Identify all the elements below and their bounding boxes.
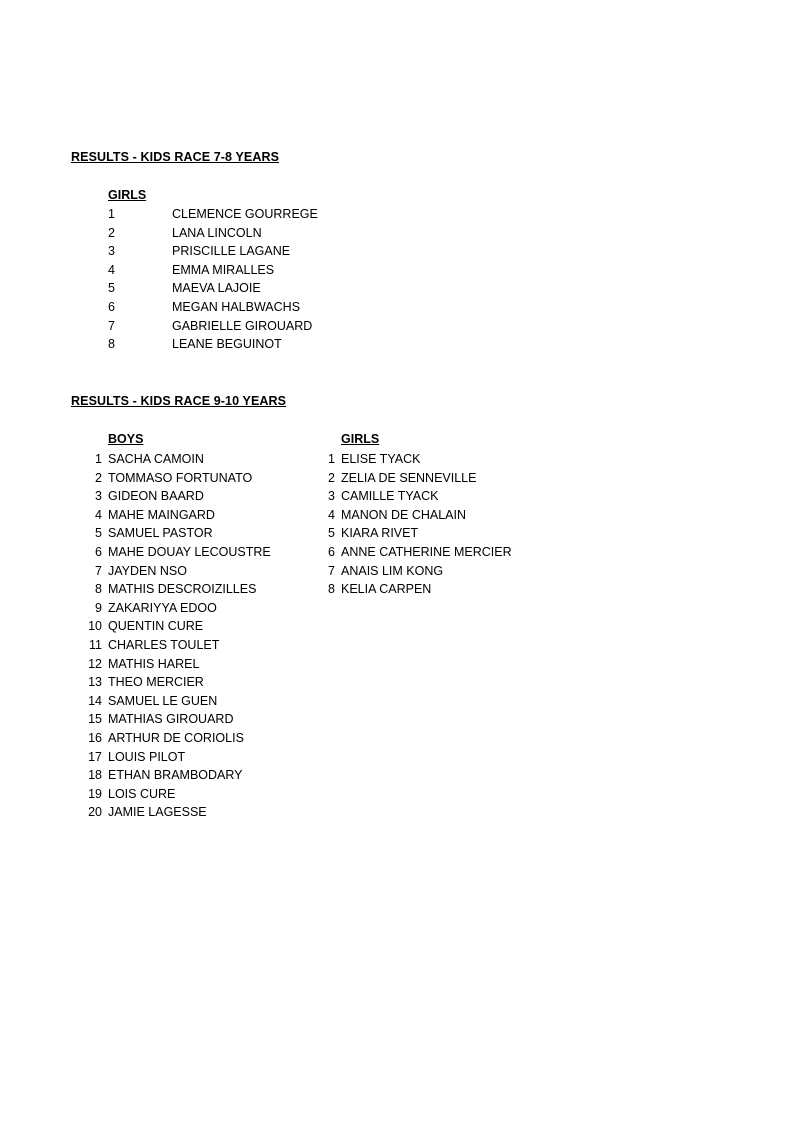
- result-row: [315, 450, 512, 469]
- result-rank: 7: [328, 563, 335, 578]
- result-name: ANAIS LIM KONG: [341, 563, 444, 578]
- result-row: [315, 543, 512, 562]
- result-rank: 13: [88, 675, 102, 690]
- result-name: MAHE MAINGARD: [108, 507, 215, 522]
- result-name: MANON DE CHALAIN: [341, 507, 467, 522]
- result-row: [82, 673, 271, 692]
- result-rank: 14: [88, 693, 102, 708]
- result-row: [82, 710, 271, 729]
- result-row: [82, 785, 271, 804]
- result-name: ELISE TYACK: [341, 452, 421, 466]
- result-rank: 20: [88, 805, 102, 820]
- result-rank: 9: [95, 600, 102, 615]
- result-row: [82, 803, 271, 822]
- result-rank: 4: [328, 507, 335, 522]
- result-rank: 5: [328, 526, 335, 541]
- result-row: [108, 261, 318, 280]
- result-row: [108, 335, 318, 354]
- result-name: JAMIE LAGESSE: [108, 805, 207, 820]
- result-name: ZELIA DE SENNEVILLE: [341, 470, 477, 485]
- result-rank: 3: [95, 489, 102, 504]
- result-row: [315, 469, 512, 488]
- result-name: MAEVA LAJOIE: [172, 281, 261, 296]
- result-rank: 2: [108, 225, 115, 240]
- result-name: GABRIELLE GIROUARD: [172, 318, 313, 333]
- result-row: [315, 562, 512, 581]
- result-rank: 5: [95, 526, 102, 541]
- result-rank: 17: [88, 749, 102, 764]
- result-name: MATHIAS GIROUARD: [108, 712, 234, 727]
- result-rank: 7: [108, 318, 115, 333]
- result-rank: 1: [108, 207, 115, 221]
- result-name: PRISCILLE LAGANE: [172, 244, 291, 259]
- result-row: [315, 506, 512, 525]
- girls-results-9-10: [315, 450, 512, 599]
- result-name: SACHA CAMOIN: [108, 452, 204, 466]
- result-row: [82, 506, 271, 525]
- section-title-kids-race-9-10: RESULTS - KIDS RACE 9-10 YEARS: [71, 394, 287, 408]
- result-name: TOMMASO FORTUNATO: [108, 470, 253, 485]
- result-rank: 6: [95, 544, 102, 559]
- result-rank: 19: [88, 786, 102, 801]
- result-rank: 7: [95, 563, 102, 578]
- result-name: CAMILLE TYACK: [341, 489, 439, 504]
- result-row: [82, 729, 271, 748]
- result-row: [82, 450, 271, 469]
- result-row: [108, 224, 318, 243]
- result-name: ETHAN BRAMBODARY: [108, 768, 243, 783]
- result-rank: 10: [88, 619, 102, 634]
- result-name: ARTHUR DE CORIOLIS: [108, 730, 244, 745]
- result-rank: 8: [95, 582, 102, 597]
- result-rank: 4: [108, 262, 115, 277]
- result-rank: 15: [88, 712, 102, 727]
- result-row: [108, 242, 318, 261]
- result-row: [315, 487, 512, 506]
- result-name: SAMUEL PASTOR: [108, 526, 213, 541]
- result-rank: 6: [108, 299, 115, 314]
- result-name: LOIS CURE: [108, 786, 176, 801]
- result-name: MATHIS DESCROIZILLES: [108, 582, 257, 597]
- result-row: [82, 562, 271, 581]
- result-name: GIDEON BAARD: [108, 489, 204, 504]
- result-row: [82, 766, 271, 785]
- result-row: [82, 599, 271, 618]
- result-name: LOUIS PILOT: [108, 749, 186, 764]
- result-rank: 1: [328, 452, 335, 466]
- boys-results-9-10: [82, 450, 271, 822]
- result-name: QUENTIN CURE: [108, 619, 204, 634]
- result-row: [108, 279, 318, 298]
- result-row: [82, 748, 271, 767]
- result-row: [108, 317, 318, 336]
- result-rank: 2: [328, 470, 335, 485]
- result-rank: 1: [95, 452, 102, 466]
- result-row: [82, 487, 271, 506]
- girls-results-7-8: [108, 205, 318, 354]
- result-name: CLEMENCE GOURREGE: [172, 207, 318, 221]
- result-rank: 4: [95, 507, 102, 522]
- result-rank: 18: [88, 768, 102, 783]
- result-row: [82, 524, 271, 543]
- result-row: [82, 655, 271, 674]
- girls-heading-7-8: GIRLS: [108, 188, 147, 202]
- result-name: MAHE DOUAY LECOUSTRE: [108, 544, 271, 559]
- result-name: ANNE CATHERINE MERCIER: [341, 544, 512, 559]
- result-name: SAMUEL LE GUEN: [108, 693, 218, 708]
- result-rank: 3: [328, 489, 335, 504]
- result-row: [82, 636, 271, 655]
- result-row: [82, 617, 271, 636]
- result-rank: 8: [328, 582, 335, 597]
- result-rank: 6: [328, 544, 335, 559]
- result-rank: 3: [108, 244, 115, 259]
- result-row: [82, 580, 271, 599]
- boys-heading-9-10: BOYS: [108, 432, 144, 446]
- result-name: JAYDEN NSO: [108, 563, 187, 578]
- result-row: [82, 543, 271, 562]
- result-name: CHARLES TOULET: [108, 637, 220, 652]
- section-title-kids-race-7-8: RESULTS - KIDS RACE 7-8 YEARS: [71, 150, 280, 164]
- result-rank: 16: [88, 730, 102, 745]
- result-row: [82, 692, 271, 711]
- result-rank: 8: [108, 337, 115, 352]
- girls-heading-9-10: GIRLS: [341, 432, 380, 446]
- result-row: [315, 580, 512, 599]
- result-rank: 2: [95, 470, 102, 485]
- result-name: MATHIS HAREL: [108, 656, 200, 671]
- result-name: KIARA RIVET: [341, 526, 419, 541]
- result-name: EMMA MIRALLES: [172, 262, 275, 277]
- result-rank: 5: [108, 281, 115, 296]
- result-name: THEO MERCIER: [108, 675, 204, 690]
- result-row: [315, 524, 512, 543]
- result-row: [108, 298, 318, 317]
- result-name: KELIA CARPEN: [341, 582, 432, 597]
- result-name: ZAKARIYYA EDOO: [108, 600, 217, 615]
- result-name: LANA LINCOLN: [172, 225, 262, 240]
- result-rank: 11: [89, 637, 102, 652]
- result-name: LEANE BEGUINOT: [172, 337, 282, 352]
- result-rank: 12: [88, 656, 102, 671]
- result-name: MEGAN HALBWACHS: [172, 299, 301, 314]
- result-row: [108, 205, 318, 224]
- result-row: [82, 469, 271, 488]
